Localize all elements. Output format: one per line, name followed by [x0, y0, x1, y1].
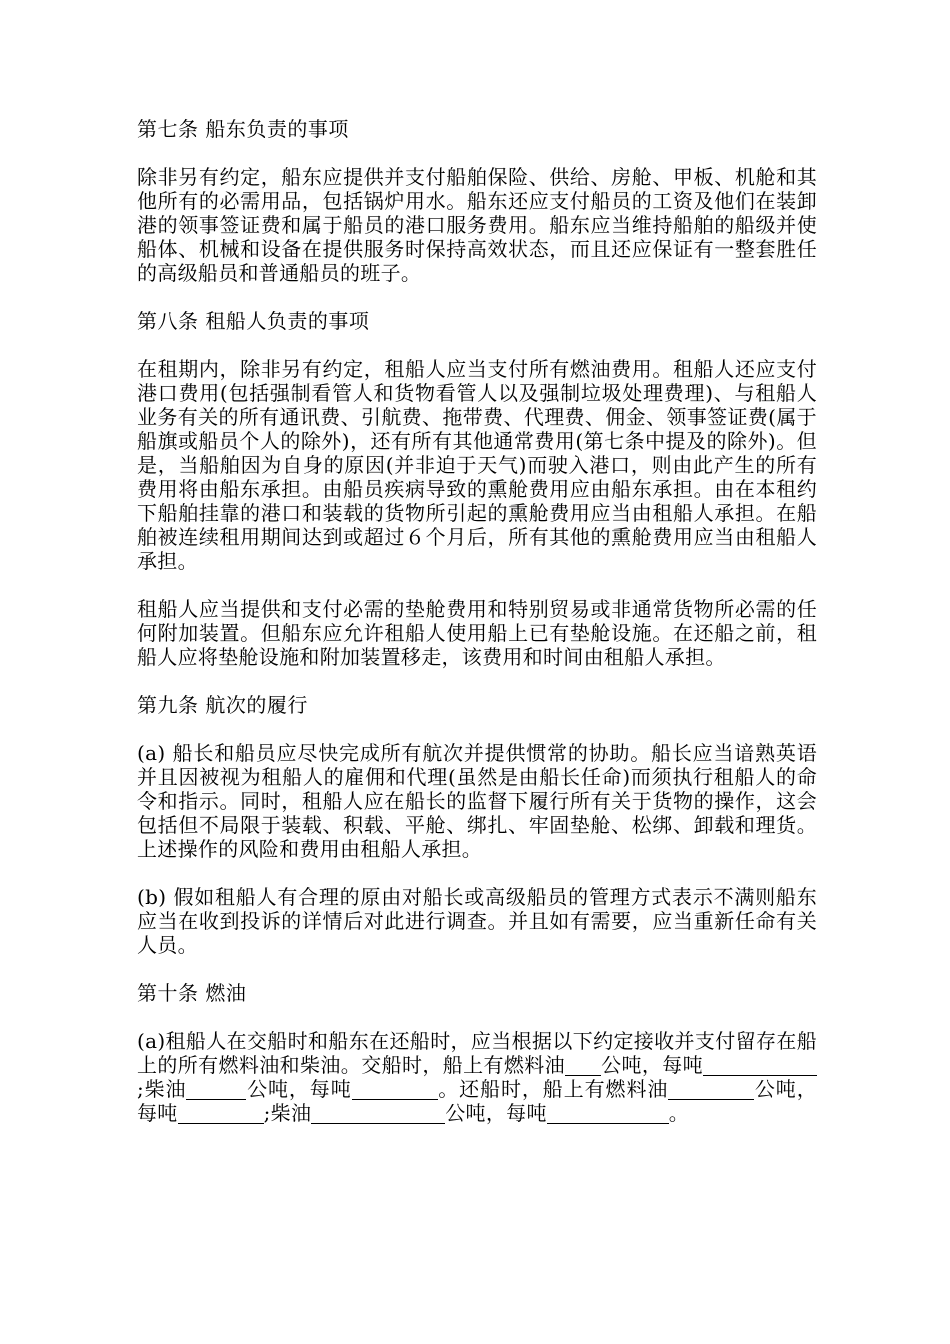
fuel-text-9: 。 [668, 1101, 690, 1125]
section-7-heading: 第七条 船东负责的事项 [137, 117, 349, 141]
fuel-text-3: ;柴油 [137, 1077, 187, 1101]
redelivery-fuel-oil-tons-blank [668, 1079, 754, 1100]
section-9-heading: 第九条 航次的履行 [137, 693, 308, 717]
fuel-text-5: 。还船时，船上有燃料油 [437, 1077, 669, 1101]
fuel-text-6: 公吨，每吨 [137, 1077, 817, 1125]
section-8-heading: 第八条 租船人负责的事项 [137, 309, 370, 333]
delivery-fuel-oil-price-blank [703, 1055, 817, 1076]
fuel-text-2: 公吨，每吨 [601, 1053, 704, 1077]
section-9-paragraph-b: (b) 假如租船人有合理的原由对船长或高级船员的管理方式表示不满则船东应当在收到投诉的详情后对此进行调查。并且如有需要，应当重新任命有关人员。 [137, 885, 817, 957]
section-8-paragraph-2: 租船人应当提供和支付必需的垫舱费用和特别贸易或非通常货物所必需的任何附加装置。但船东应允许租船人使用船上已有垫舱设施。在还船之前，租船人应将垫舱设施和附加装置移走，该费用和时间由租船人承担。 [137, 597, 817, 669]
fuel-text-4: 公吨，每吨 [246, 1077, 352, 1101]
delivery-diesel-price-blank [352, 1079, 438, 1100]
redelivery-fuel-oil-price-blank [178, 1103, 264, 1124]
fuel-text-7: ;柴油 [263, 1101, 312, 1125]
document-page [137, 117, 817, 1149]
section-9-paragraph-a: (a) 船长和船员应尽快完成所有航次并提供惯常的协助。船长应当谙熟英语并且因被视为租船人的雇佣和代理(虽然是由船长任命)而须执行租船人的命令和指示。同时，租船人应在船长的监督下履行所有关于货物的操作，这会包括但不局限于装载、积载、平舱、绑扎、牢固垫舱、松绑、卸载和理货。上述操作的风险和费用由租船人承担。 [137, 741, 817, 861]
section-8-paragraph-1: 在租期内，除非另有约定，租船人应当支付所有燃油费用。租船人还应支付港口费用(包括强制看管人和货物看管人以及强制垃圾处理费理)、与租船人业务有关的所有通讯费、引航费、拖带费、代理费、佣金、领事签证费(属于船旗或船员个人的除外)，还有所有其他通常费用(第七条中提及的除外)。但是，当船舶因为自身的原因(并非迫于天气)而驶入港口，则由此产生的所有费用将由船东承担。由船员疾病导致的熏舱费用应由船东承担。由在本租约下船舶挂靠的港口和装载的货物所引起的熏舱费用应当由租船人承担。在船舶被连续租用期间达到或超过６个月后，所有其他的熏舱费用应当由租船人承担。 [137, 357, 817, 573]
fuel-text-1: (a)租船人在交船时和船东在还船时，应当根据以下约定接收并支付留存在船上的所有燃料油和柴油。交船时，船上有燃料油 [137, 1029, 817, 1077]
section-10-heading: 第十条 燃油 [137, 981, 247, 1005]
delivery-diesel-tons-blank [186, 1079, 246, 1100]
redelivery-diesel-tons-blank [311, 1103, 445, 1124]
section-7-paragraph-1: 除非另有约定，船东应提供并支付船舶保险、供给、房舱、甲板、机舱和其他所有的必需用品，包括锅炉用水。船东还应支付船员的工资及他们在装卸港的领事签证费和属于船员的港口服务费用。船东应当维持船舶的船级并使船体、机械和设备在提供服务时保持高效状态，而且还应保证有一整套胜任的高级船员和普通船员的班子。 [137, 165, 817, 285]
section-10-paragraph-a [137, 1029, 817, 1125]
delivery-fuel-oil-tons-blank [565, 1055, 601, 1076]
redelivery-diesel-price-blank [547, 1103, 669, 1124]
fuel-text-8: 公吨，每吨 [445, 1101, 547, 1125]
